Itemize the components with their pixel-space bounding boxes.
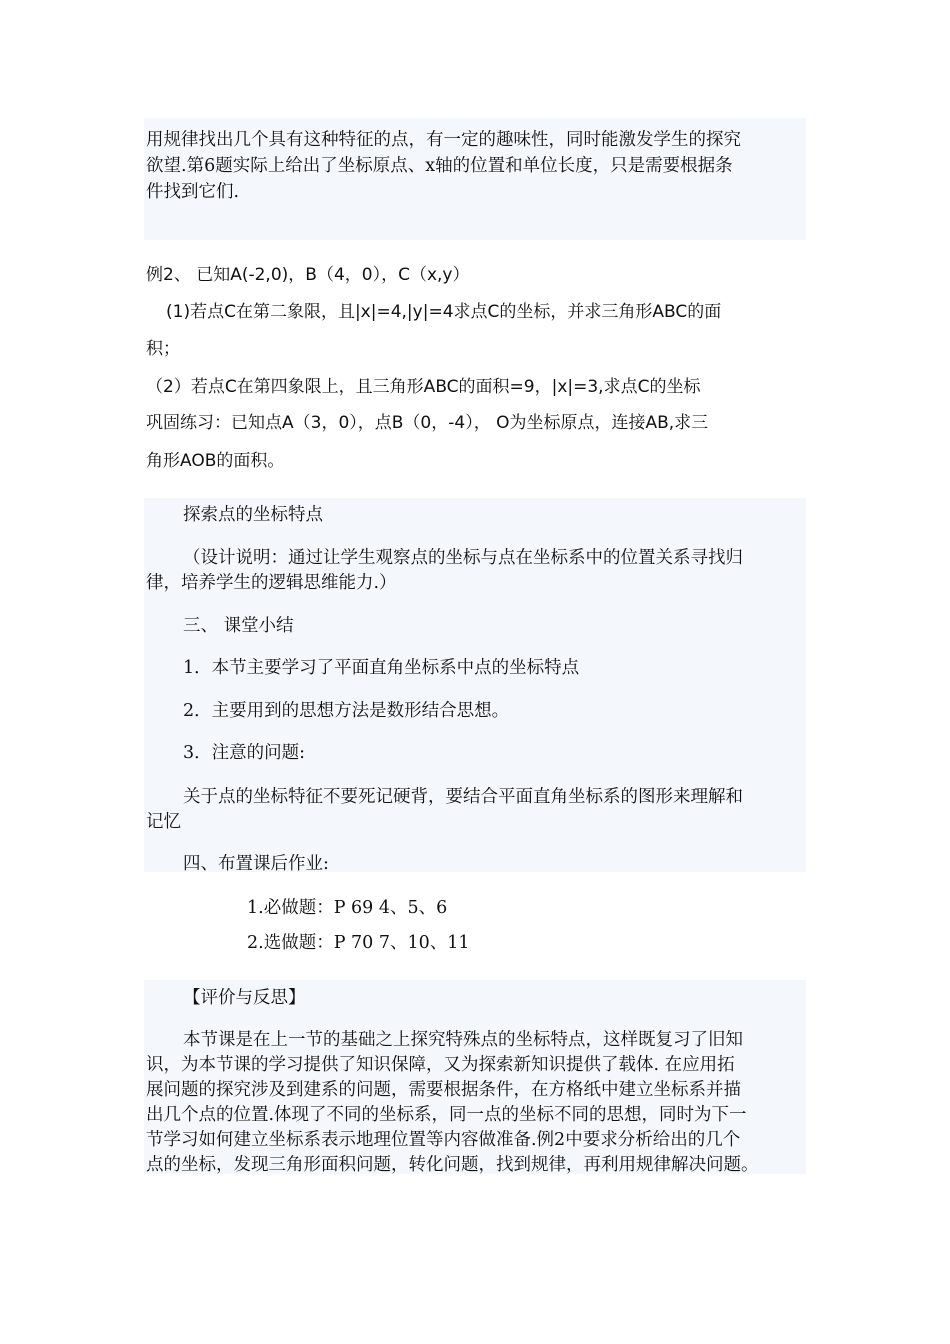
homework-item-optional: 2.选做题：P 70 7、10、11	[247, 933, 470, 953]
reflection-line-2: 识，为本节课的学习提供了知识保障，又为探索新知识提供了载体. 在应用拓	[146, 1055, 735, 1075]
example-2-part-2: （2）若点C在第四象限上，且三角形ABC的面积=9，|x|=3,求点C的坐标	[146, 377, 701, 397]
example-2-part-1-line-2: 积；	[146, 339, 180, 359]
summary-item-1: 1．本节主要学习了平面直角坐标系中点的坐标特点	[183, 658, 580, 678]
summary-note-line-2: 记忆	[146, 812, 181, 832]
reflection-line-4: 出几个点的位置.体现了不同的坐标系，同一点的坐标不同的思想，同时为下一	[146, 1105, 747, 1125]
section-heading-summary: 三、 课堂小结	[183, 616, 294, 636]
design-note-line-1: （设计说明：通过让学生观察点的坐标与点在坐标系中的位置关系寻找归	[183, 548, 743, 568]
section-heading-homework: 四、布置课后作业:	[183, 854, 329, 874]
reflection-line-5: 节学习如何建立坐标系表示地理位置等内容做准备.例2中要求分析给出的几个	[146, 1130, 741, 1150]
example-2-part-1-line-1: (1)若点C在第二象限，且|x|=4,|y|=4求点C的坐标，并求三角形ABC的面	[166, 302, 722, 322]
summary-item-2: 2．主要用到的思想方法是数形结合思想。	[183, 701, 510, 721]
intro-line-1: 用规律找出几个具有这种特征的点，有一定的趣味性，同时能激发学生的探究	[146, 130, 741, 150]
reflection-line-3: 展问题的探究涉及到建系的问题，需要根据条件，在方格纸中建立坐标系并描	[146, 1080, 741, 1100]
intro-line-2: 欲望.第6题实际上给出了坐标原点、x轴的位置和单位长度，只是需要根据条	[146, 156, 733, 176]
reflection-line-1: 本节课是在上一节的基础之上探究特殊点的坐标特点，这样既复习了旧知	[183, 1030, 743, 1050]
example-2-title: 例2、 已知A(-2,0)，B（4，0），C（x,y）	[146, 265, 470, 285]
intro-line-3: 件找到它们.	[146, 182, 240, 202]
practice-line-1: 巩固练习：已知点A（3，0），点B（0，-4）， O为坐标原点，连接AB,求三	[146, 413, 709, 433]
reflection-heading: 【评价与反思】	[183, 988, 306, 1008]
section-heading-explore: 探索点的坐标特点	[183, 505, 323, 525]
practice-line-2: 角形AOB的面积。	[146, 451, 285, 471]
summary-note-line-1: 关于点的坐标特征不要死记硬背，要结合平面直角坐标系的图形来理解和	[183, 787, 743, 807]
summary-item-3: 3．注意的问题:	[183, 743, 306, 763]
reflection-line-6: 点的坐标，发现三角形面积问题，转化问题，找到规律，再利用规律解决问题。	[146, 1155, 759, 1175]
design-note-line-2: 律，培养学生的逻辑思维能力.）	[146, 573, 397, 593]
homework-item-required: 1.必做题：P 69 4、5、6	[247, 898, 448, 918]
